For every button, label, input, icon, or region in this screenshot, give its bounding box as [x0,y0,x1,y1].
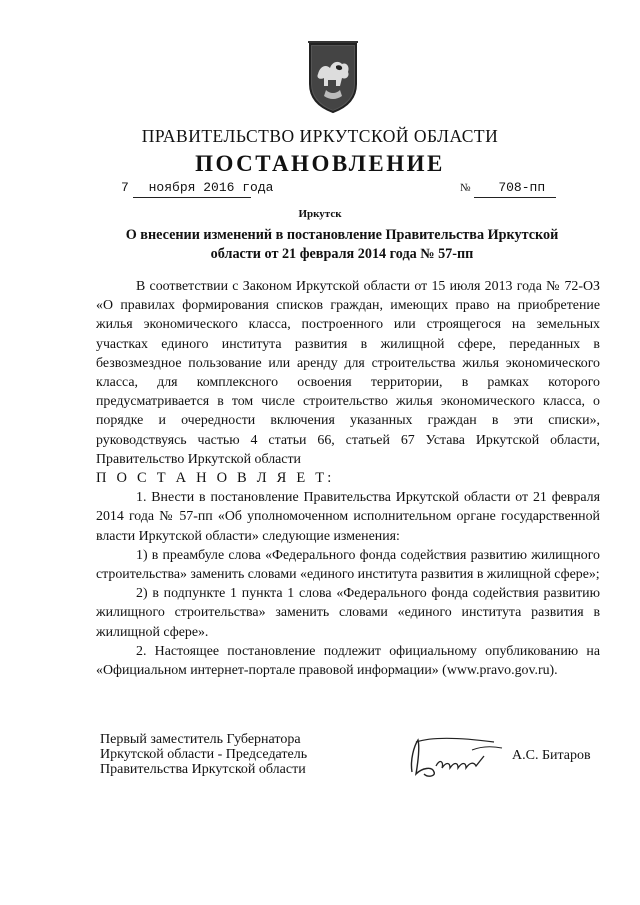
date-underline [133,197,251,198]
item-paragraph-2: 2. Настоящее постановление подлежит официальному опубликованию на «Официальном интернет-портале правовой информации» (www.pravo.gov.ru). [96,643,600,679]
item-paragraph-1-2: 2) в подпункте 1 пункта 1 слова «Федерального фонда содействия развитию жилищного строительства» заменить словами «единого института развития в жилищной сфере». [96,586,600,640]
date-month-year: ноября 2016 года [148,180,274,195]
number-value: 708-пп [498,180,546,195]
coat-of-arms-icon [306,40,360,114]
document-type: ПОСТАНОВЛЕНИЕ [195,151,445,176]
city: Иркутск [298,208,342,220]
government-name: ПРАВИТЕЛЬСТВО ИРКУТСКОЙ ОБЛАСТИ [141,126,499,146]
decree-word: П О С Т А Н О В Л Я Е Т: [96,470,335,487]
document-number [460,180,545,195]
document-subject: О внесении изменений в постановление Правительства Иркутской области от 21 февраля 2014 года № 57-пп [125,227,559,262]
signatory-name: А.С. Битаров [512,748,591,763]
date-day: 7 [121,180,129,195]
item-paragraph-1: 1. Внести в постановление Правительства Иркутской области от 21 февраля 2014 года № 57-пп «Об уполномоченном исполнительном органе государственной власти Иркутской области» следующие изменения: [96,490,600,544]
signatory-position [100,732,307,777]
number-sign: № [460,182,471,194]
signature-icon [404,732,514,782]
item-paragraph-1-1: 1) в преамбуле слова «Федерального фонда содействия развитию жилищного строительства» заменить словами «единого института развития в жилищной сфере»; [96,547,600,583]
position-line-3: Правительства Иркутской области [100,762,306,777]
position-line-1: Первый заместитель Губернатора [100,732,301,747]
number-underline [474,197,556,198]
position-line-2: Иркутской области - Председатель [100,747,308,762]
preamble-paragraph: В соответствии с Законом Иркутской области от 15 июля 2013 года № 72-ОЗ «О правилах формирования списков граждан, имеющих право на приобретение жилья экономического класса, построенного или строящегося на земельных участках единого института развития в жилищной сфере, переданных в безвозмездное пользование или аренду для строительства жилья экономического класса, для комплексного освоения территории, в рамках которого предусматривается в том числе строительство жилья экономического класса, о порядке и очередности включения указанных граждан в эти списки», руководствуясь частью 4 статьи 66, статьей 67 Устава Иркутской области, Правительство Иркутской области [96,279,600,467]
document-date [121,180,273,195]
document-body [96,277,600,680]
